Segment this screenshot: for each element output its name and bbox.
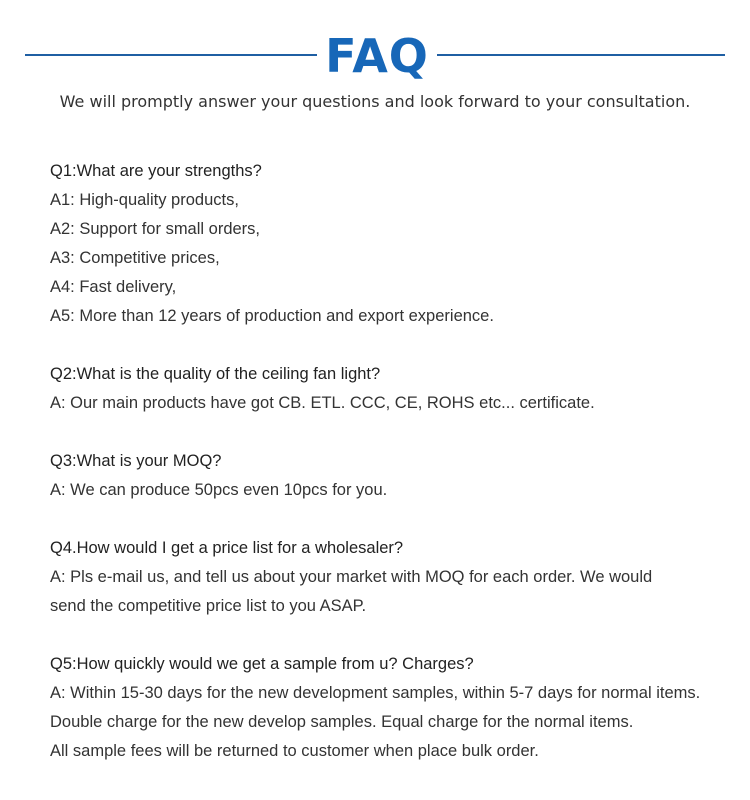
header-divider-left xyxy=(25,54,317,56)
faq-answer-line: Double charge for the new develop samples. Equal charge for the normal items. xyxy=(50,713,634,731)
faq-answer-line: A5: More than 12 years of production and export experience. xyxy=(50,307,494,325)
page-title: FAQ xyxy=(325,29,429,83)
faq-answer-line: A: Our main products have got CB. ETL. CCC, CE, ROHS etc... certificate. xyxy=(50,394,595,412)
faq-item-2 xyxy=(50,360,740,418)
faq-question: Q1:What are your strengths? xyxy=(50,162,262,180)
faq-list xyxy=(50,157,740,795)
page-subtitle: We will promptly answer your questions and look forward to your consultation. xyxy=(59,92,691,111)
faq-answer-line: A: Within 15-30 days for the new development samples, within 5-7 days for normal items. xyxy=(50,684,701,702)
faq-answer-line: A2: Support for small orders, xyxy=(50,220,261,238)
faq-answer-line: All sample fees will be returned to customer when place bulk order. xyxy=(50,742,539,760)
faq-answer-line: A3: Competitive prices, xyxy=(50,249,220,267)
faq-answer-line: A: Pls e-mail us, and tell us about your market with MOQ for each order. We would xyxy=(50,568,653,586)
faq-answer-line: A1: High-quality products, xyxy=(50,191,239,209)
faq-item-1 xyxy=(50,157,740,331)
faq-item-3 xyxy=(50,447,740,505)
faq-answer-line: send the competitive price list to you ASAP. xyxy=(50,597,367,615)
faq-answer-line: A4: Fast delivery, xyxy=(50,278,177,296)
faq-question: Q4.How would I get a price list for a wholesaler? xyxy=(50,539,404,557)
faq-item-5 xyxy=(50,650,740,766)
faq-question: Q3:What is your MOQ? xyxy=(50,452,222,470)
faq-item-4 xyxy=(50,534,740,621)
faq-question: Q5:How quickly would we get a sample from u? Charges? xyxy=(50,655,474,673)
faq-question: Q2:What is the quality of the ceiling fan light? xyxy=(50,365,381,383)
faq-answer-line: A: We can produce 50pcs even 10pcs for you. xyxy=(50,481,388,499)
header-divider-right xyxy=(437,54,725,56)
